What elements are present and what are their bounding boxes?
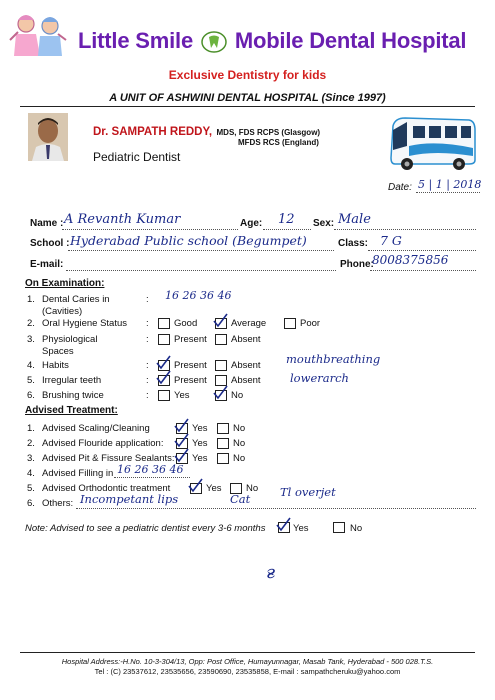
exam-6-yes-label: Yes bbox=[174, 390, 190, 401]
treat-4-underline bbox=[114, 477, 190, 478]
header-divider bbox=[20, 106, 475, 107]
date-underline bbox=[416, 192, 480, 193]
exam-4-absent-label: Absent bbox=[231, 360, 261, 371]
exam-2-good-label: Good bbox=[174, 318, 198, 329]
age-value: 12 bbox=[278, 212, 295, 227]
subtitle: Exclusive Dentistry for kids bbox=[168, 68, 327, 82]
exam-4-present-label: Present bbox=[174, 360, 207, 371]
doctor-name: Dr. SAMPATH REDDY, bbox=[93, 126, 213, 138]
title-smile: Smile bbox=[135, 28, 193, 53]
exam-4-label: Habits bbox=[42, 360, 69, 371]
exam-1-num: 1. bbox=[27, 294, 35, 305]
bus-icon bbox=[385, 112, 479, 174]
treat-6-written-3: Tl overjet bbox=[280, 485, 336, 499]
kids-logo bbox=[6, 10, 72, 66]
treat-6-written: Incompetant lips bbox=[80, 492, 179, 506]
class-label: Class: bbox=[338, 238, 369, 249]
school-label: School : bbox=[30, 238, 70, 249]
exam-1-label: Dental Caries in bbox=[42, 294, 110, 305]
date-label: Date: bbox=[388, 182, 412, 193]
footer-address: Hospital Address:-H.No. 10-3-304/13, Opp: Post Office, Humayunnagar, Masab Tank, Hyderabad - 500 028.T.S. bbox=[61, 657, 434, 666]
class-value: 7 G bbox=[380, 233, 402, 248]
exam-3-num: 3. bbox=[27, 334, 35, 345]
exam-2-average-check-icon bbox=[213, 313, 228, 328]
name-label: Name : bbox=[30, 218, 64, 229]
treatment-heading: Advised Treatment: bbox=[25, 405, 118, 416]
unit-line: A UNIT OF ASHWINI DENTAL HOSPITAL (Since 1997) bbox=[109, 92, 386, 104]
exam-2-poor-checkbox[interactable] bbox=[284, 318, 296, 329]
treat-1-yes-label: Yes bbox=[192, 423, 208, 434]
phone-value: 8008375856 bbox=[372, 253, 449, 267]
school-value: Hyderabad Public school (Begumpet) bbox=[70, 233, 307, 248]
exam-3-present-label: Present bbox=[174, 334, 207, 345]
exam-5-num: 5. bbox=[27, 375, 35, 386]
treat-5-yes-check-icon bbox=[188, 478, 203, 493]
school-underline bbox=[68, 250, 334, 251]
exam-4-absent-checkbox[interactable] bbox=[215, 360, 227, 371]
treat-3-yes-check-icon bbox=[174, 448, 189, 463]
title-little: Little bbox=[78, 28, 130, 53]
exam-6-no-label: No bbox=[231, 390, 244, 401]
treat-1-no-checkbox[interactable] bbox=[217, 423, 229, 434]
note-no-label: No bbox=[350, 523, 363, 534]
exam-2-good-checkbox[interactable] bbox=[158, 318, 170, 329]
exam-2-colon: : bbox=[146, 318, 149, 329]
title-logo-icon bbox=[200, 31, 228, 53]
note-yes-label: Yes bbox=[293, 523, 309, 534]
sex-label: Sex: bbox=[313, 218, 335, 229]
name-underline bbox=[62, 229, 238, 230]
exam-4-colon: : bbox=[146, 360, 149, 371]
note-yes-check-icon bbox=[276, 517, 291, 532]
treat-2-no-label: No bbox=[233, 438, 246, 449]
treat-3-no-checkbox[interactable] bbox=[217, 453, 229, 464]
age-label: Age: bbox=[240, 218, 263, 229]
exam-6-yes-checkbox[interactable] bbox=[158, 390, 170, 401]
treat-1-no-label: No bbox=[233, 423, 246, 434]
date-value: 5 | 1 | 2018 bbox=[418, 178, 482, 191]
class-underline bbox=[368, 250, 476, 251]
exam-4-written: mouthbreathing bbox=[286, 352, 381, 366]
exam-5-label: Irregular teeth bbox=[42, 375, 102, 386]
signature: ғ bbox=[266, 562, 276, 583]
exam-3-sub: Spaces bbox=[42, 346, 74, 357]
treat-5-label: Advised Orthodontic treatment bbox=[42, 483, 171, 494]
exam-6-no-check-icon bbox=[213, 385, 228, 400]
treat-1-label: Advised Scaling/Cleaning bbox=[42, 423, 150, 434]
doctor-photo bbox=[28, 113, 68, 161]
exam-3-colon: : bbox=[146, 334, 149, 345]
treat-3-label: Advised Pit & Fissure Sealants: bbox=[42, 453, 175, 464]
treat-6-num: 6. bbox=[27, 498, 35, 509]
footer-divider bbox=[20, 652, 475, 653]
doctor-quals-2: MFDS RCS (England) bbox=[238, 138, 319, 147]
exam-3-present-checkbox[interactable] bbox=[158, 334, 170, 345]
examination-heading: On Examination: bbox=[25, 278, 105, 289]
treat-6-label: Others: bbox=[42, 498, 74, 509]
exam-3-absent-checkbox[interactable] bbox=[215, 334, 227, 345]
age-underline bbox=[263, 229, 311, 230]
phone-label: Phone: bbox=[340, 259, 374, 270]
doctor-specialty: Pediatric Dentist bbox=[93, 150, 181, 164]
treat-3-num: 3. bbox=[27, 453, 35, 464]
treat-2-label: Advised Flouride application: bbox=[42, 438, 164, 449]
treat-2-yes-label: Yes bbox=[192, 438, 208, 449]
exam-1-sub: (Cavities) bbox=[42, 306, 83, 317]
email-label: E-mail: bbox=[30, 259, 64, 270]
treat-4-num: 4. bbox=[27, 468, 35, 479]
treat-1-num: 1. bbox=[27, 423, 35, 434]
exam-5-colon: : bbox=[146, 375, 149, 386]
treat-3-yes-label: Yes bbox=[192, 453, 208, 464]
treat-1-yes-check-icon bbox=[174, 418, 189, 433]
treat-3-no-label: No bbox=[233, 453, 246, 464]
exam-2-label: Oral Hygiene Status bbox=[42, 318, 128, 329]
exam-1-colon: : bbox=[146, 294, 149, 305]
title-rest: Mobile Dental Hospital bbox=[234, 28, 467, 53]
treat-5-no-label: No bbox=[246, 483, 259, 494]
note-text: Note: Advised to see a pediatric dentist every 3-6 months bbox=[25, 523, 266, 534]
phone-underline bbox=[370, 270, 476, 271]
name-value: A Revanth Kumar bbox=[64, 212, 181, 227]
exam-5-present-check-icon bbox=[156, 370, 171, 385]
exam-1-written: 16 26 36 46 bbox=[165, 289, 232, 302]
exam-2-num: 2. bbox=[27, 318, 35, 329]
exam-6-num: 6. bbox=[27, 390, 35, 401]
treat-6-written-2: Cat bbox=[230, 492, 251, 506]
treat-4-label: Advised Filling in bbox=[42, 468, 114, 479]
exam-6-colon: : bbox=[146, 390, 149, 401]
exam-5-present-label: Present bbox=[174, 375, 207, 386]
exam-4-present-check-icon bbox=[156, 355, 171, 370]
exam-4-num: 4. bbox=[27, 360, 35, 371]
note-no-checkbox[interactable] bbox=[333, 522, 345, 533]
treat-6-underline bbox=[76, 508, 476, 509]
sex-underline bbox=[334, 229, 476, 230]
treat-5-yes-label: Yes bbox=[206, 483, 222, 494]
email-underline bbox=[66, 270, 336, 271]
exam-3-absent-label: Absent bbox=[231, 334, 261, 345]
exam-2-poor-label: Poor bbox=[300, 318, 321, 329]
exam-5-absent-label: Absent bbox=[231, 375, 261, 386]
doctor-quals-1: MDS, FDS RCPS (Glasgow) bbox=[216, 128, 321, 137]
exam-5-written: lowerarch bbox=[290, 371, 349, 385]
exam-6-label: Brushing twice bbox=[42, 390, 104, 401]
treat-2-yes-check-icon bbox=[174, 433, 189, 448]
footer-contact: Tel : (C) 23537612, 23535656, 23590690, 23535858, E-mail : sampathcheruku@yahoo.com bbox=[94, 667, 401, 676]
sex-value: Male bbox=[338, 212, 371, 227]
treat-5-num: 5. bbox=[27, 483, 35, 494]
treat-2-no-checkbox[interactable] bbox=[217, 438, 229, 449]
exam-2-average-label: Average bbox=[231, 318, 267, 329]
treat-4-written: 16 26 36 46 bbox=[117, 463, 184, 476]
treat-2-num: 2. bbox=[27, 438, 35, 449]
hospital-title bbox=[78, 28, 466, 54]
exam-3-label: Physiological bbox=[42, 334, 98, 345]
